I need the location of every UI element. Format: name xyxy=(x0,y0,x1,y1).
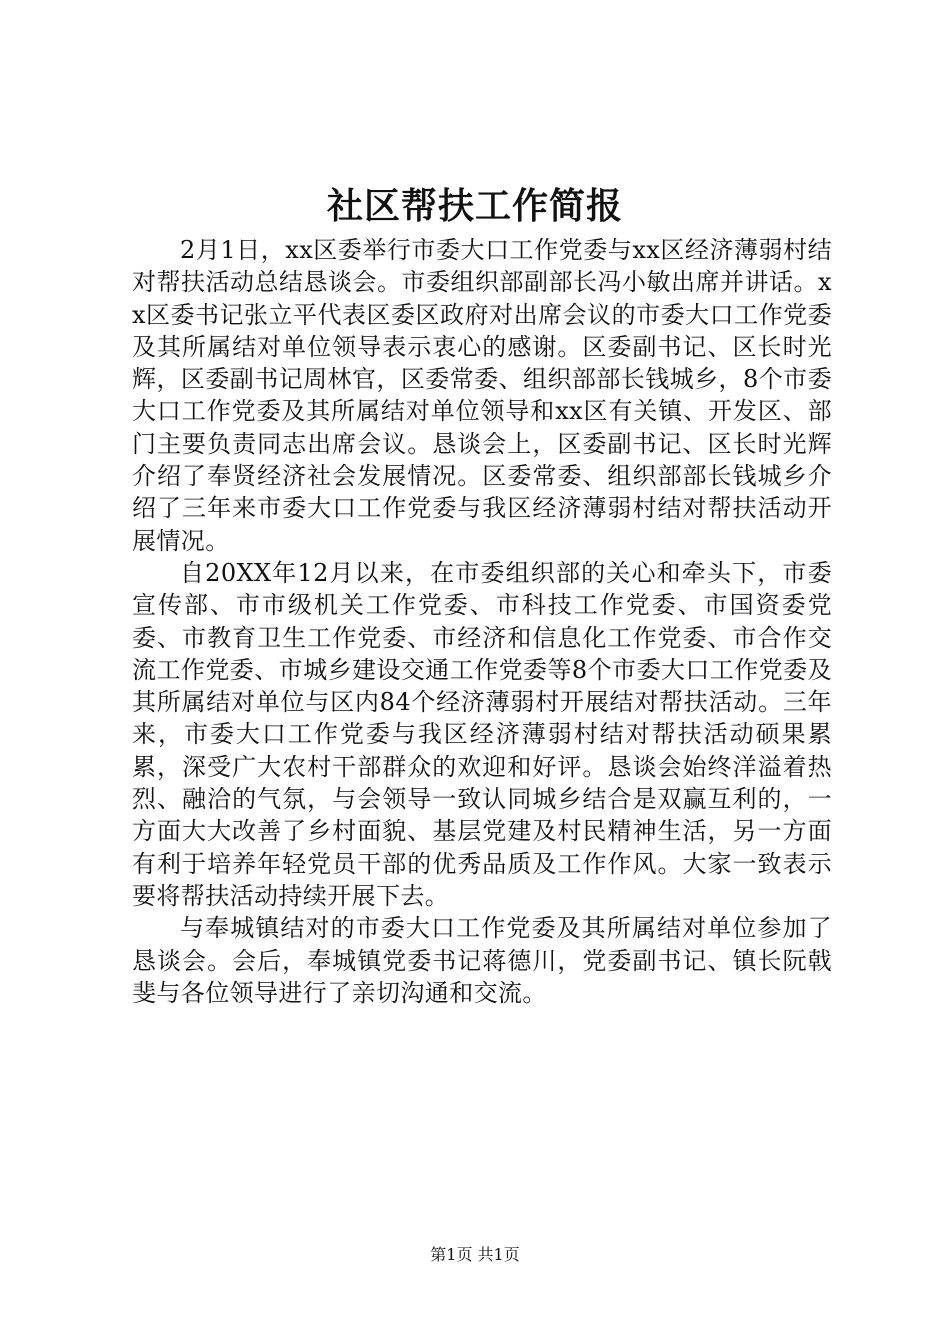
page-number-total: 共1页 xyxy=(477,1245,520,1264)
page-footer xyxy=(0,1244,950,1266)
paragraph-3: 与奉城镇结对的市委大口工作党委及其所属结对单位参加了恳谈会。会后，奉城镇党委书记蒋德川，党委副书记、镇长阮戟斐与各位领导进行了亲切沟通和交流。 xyxy=(132,914,832,1007)
page-number-current: 第1页 xyxy=(430,1245,473,1264)
paragraph-2: 自20XX年12月以来，在市委组织部的关心和牵头下，市委宣传部、市市级机关工作党委、市科技工作党委、市国资委党委、市教育卫生工作党委、市经济和信息化工作党委、市合作交流工作党委、市城乡建设交通工作党委等8个市委大口工作党委及其所属结对单位与区内84个经济薄弱村开展结对帮扶活动。三年来，市委大口工作党委与我区经济薄弱村结对帮扶活动硕果累累，深受广大农村干部群众的欢迎和好评。恳谈会始终洋溢着热烈、融洽的气氛，与会领导一致认同城乡结合是双赢互利的，一方面大大改善了乡村面貌、基层党建及村民精神生活，另一方面有利于培养年轻党员干部的优秀品质及工作作风。大家一致表示要将帮扶活动持续开展下去。 xyxy=(132,558,832,910)
document-title: 社区帮扶工作简报 xyxy=(326,186,623,227)
paragraph-1: 2月1日，xx区委举行市委大口工作党委与xx区经济薄弱村结对帮扶活动总结恳谈会。市委组织部副部长冯小敏出席并讲话。xx区委书记张立平代表区委区政府对出席会议的市委大口工作党委及其所属结对单位领导表示衷心的感谢。区委副书记、区长时光辉，区委副书记周林官，区委常委、组织部部长钱城乡，8个市委大口工作党委及其所属结对单位领导和xx区有关镇、开发区、部门主要负责同志出席会议。恳谈会上，区委副书记、区长时光辉介绍了奉贤经济社会发展情况。区委常委、组织部部长钱城乡介绍了三年来市委大口工作党委与我区经济薄弱村结对帮扶活动开展情况。 xyxy=(132,236,832,555)
document-body xyxy=(132,234,832,1009)
